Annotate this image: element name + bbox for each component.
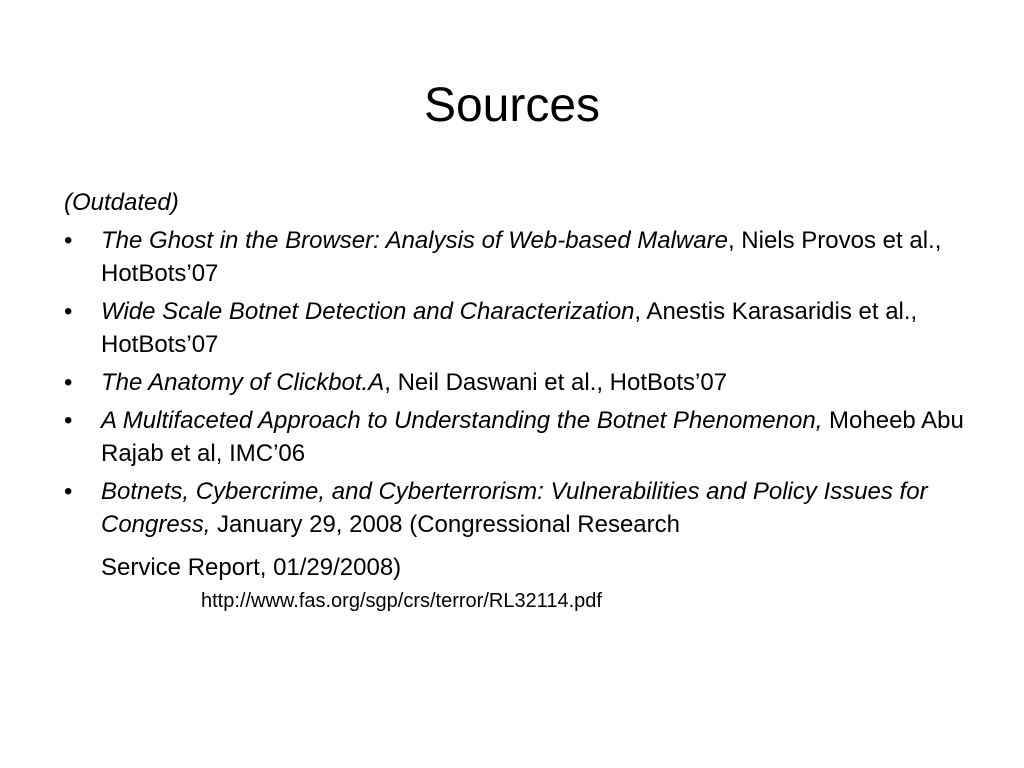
reference-details: , Niels Provos et al., HotBots’07 — [101, 227, 942, 287]
reference-item-4 — [64, 404, 1004, 470]
reference-details: , Neil Daswani et al., HotBots’07 — [384, 369, 728, 396]
references-list — [64, 224, 1004, 615]
reference-details: January 29, 2008 (Congressional Research — [210, 511, 680, 538]
outdated-label: (Outdated) — [64, 189, 179, 216]
reference-item-5 — [64, 475, 1004, 615]
reference-item-3 — [64, 366, 1004, 399]
reference-details: Moheeb Abu Rajab et al, IMC’06 — [101, 407, 964, 467]
slide-content — [64, 186, 1004, 620]
reference-url: http://www.fas.org/sgp/crs/terror/RL32114.pdf — [201, 590, 602, 612]
bullet-icon: • — [64, 227, 73, 254]
bullet-icon: • — [64, 407, 73, 434]
bullet-icon: • — [64, 478, 73, 505]
reference-details-continued: Service Report, 01/29/2008) — [101, 554, 402, 581]
reference-title: Wide Scale Botnet Detection and Characterization — [101, 298, 635, 325]
bullet-icon: • — [64, 298, 73, 325]
bullet-icon: • — [64, 369, 73, 396]
reference-title: The Anatomy of Clickbot.A — [101, 369, 385, 396]
reference-title: Botnets, Cybercrime, and Cyberterrorism: Vulnerabilities and Policy Issues for Congress, — [101, 478, 928, 538]
reference-item-1 — [64, 224, 1004, 290]
reference-title: The Ghost in the Browser: Analysis of Web-based Malware — [101, 227, 728, 254]
reference-item-2 — [64, 295, 1004, 361]
reference-title: A Multifaceted Approach to Understanding the Botnet Phenomenon, — [101, 407, 823, 434]
slide-title: Sources — [423, 79, 601, 133]
reference-details: , Anestis Karasaridis et al., HotBots’07 — [101, 298, 918, 358]
